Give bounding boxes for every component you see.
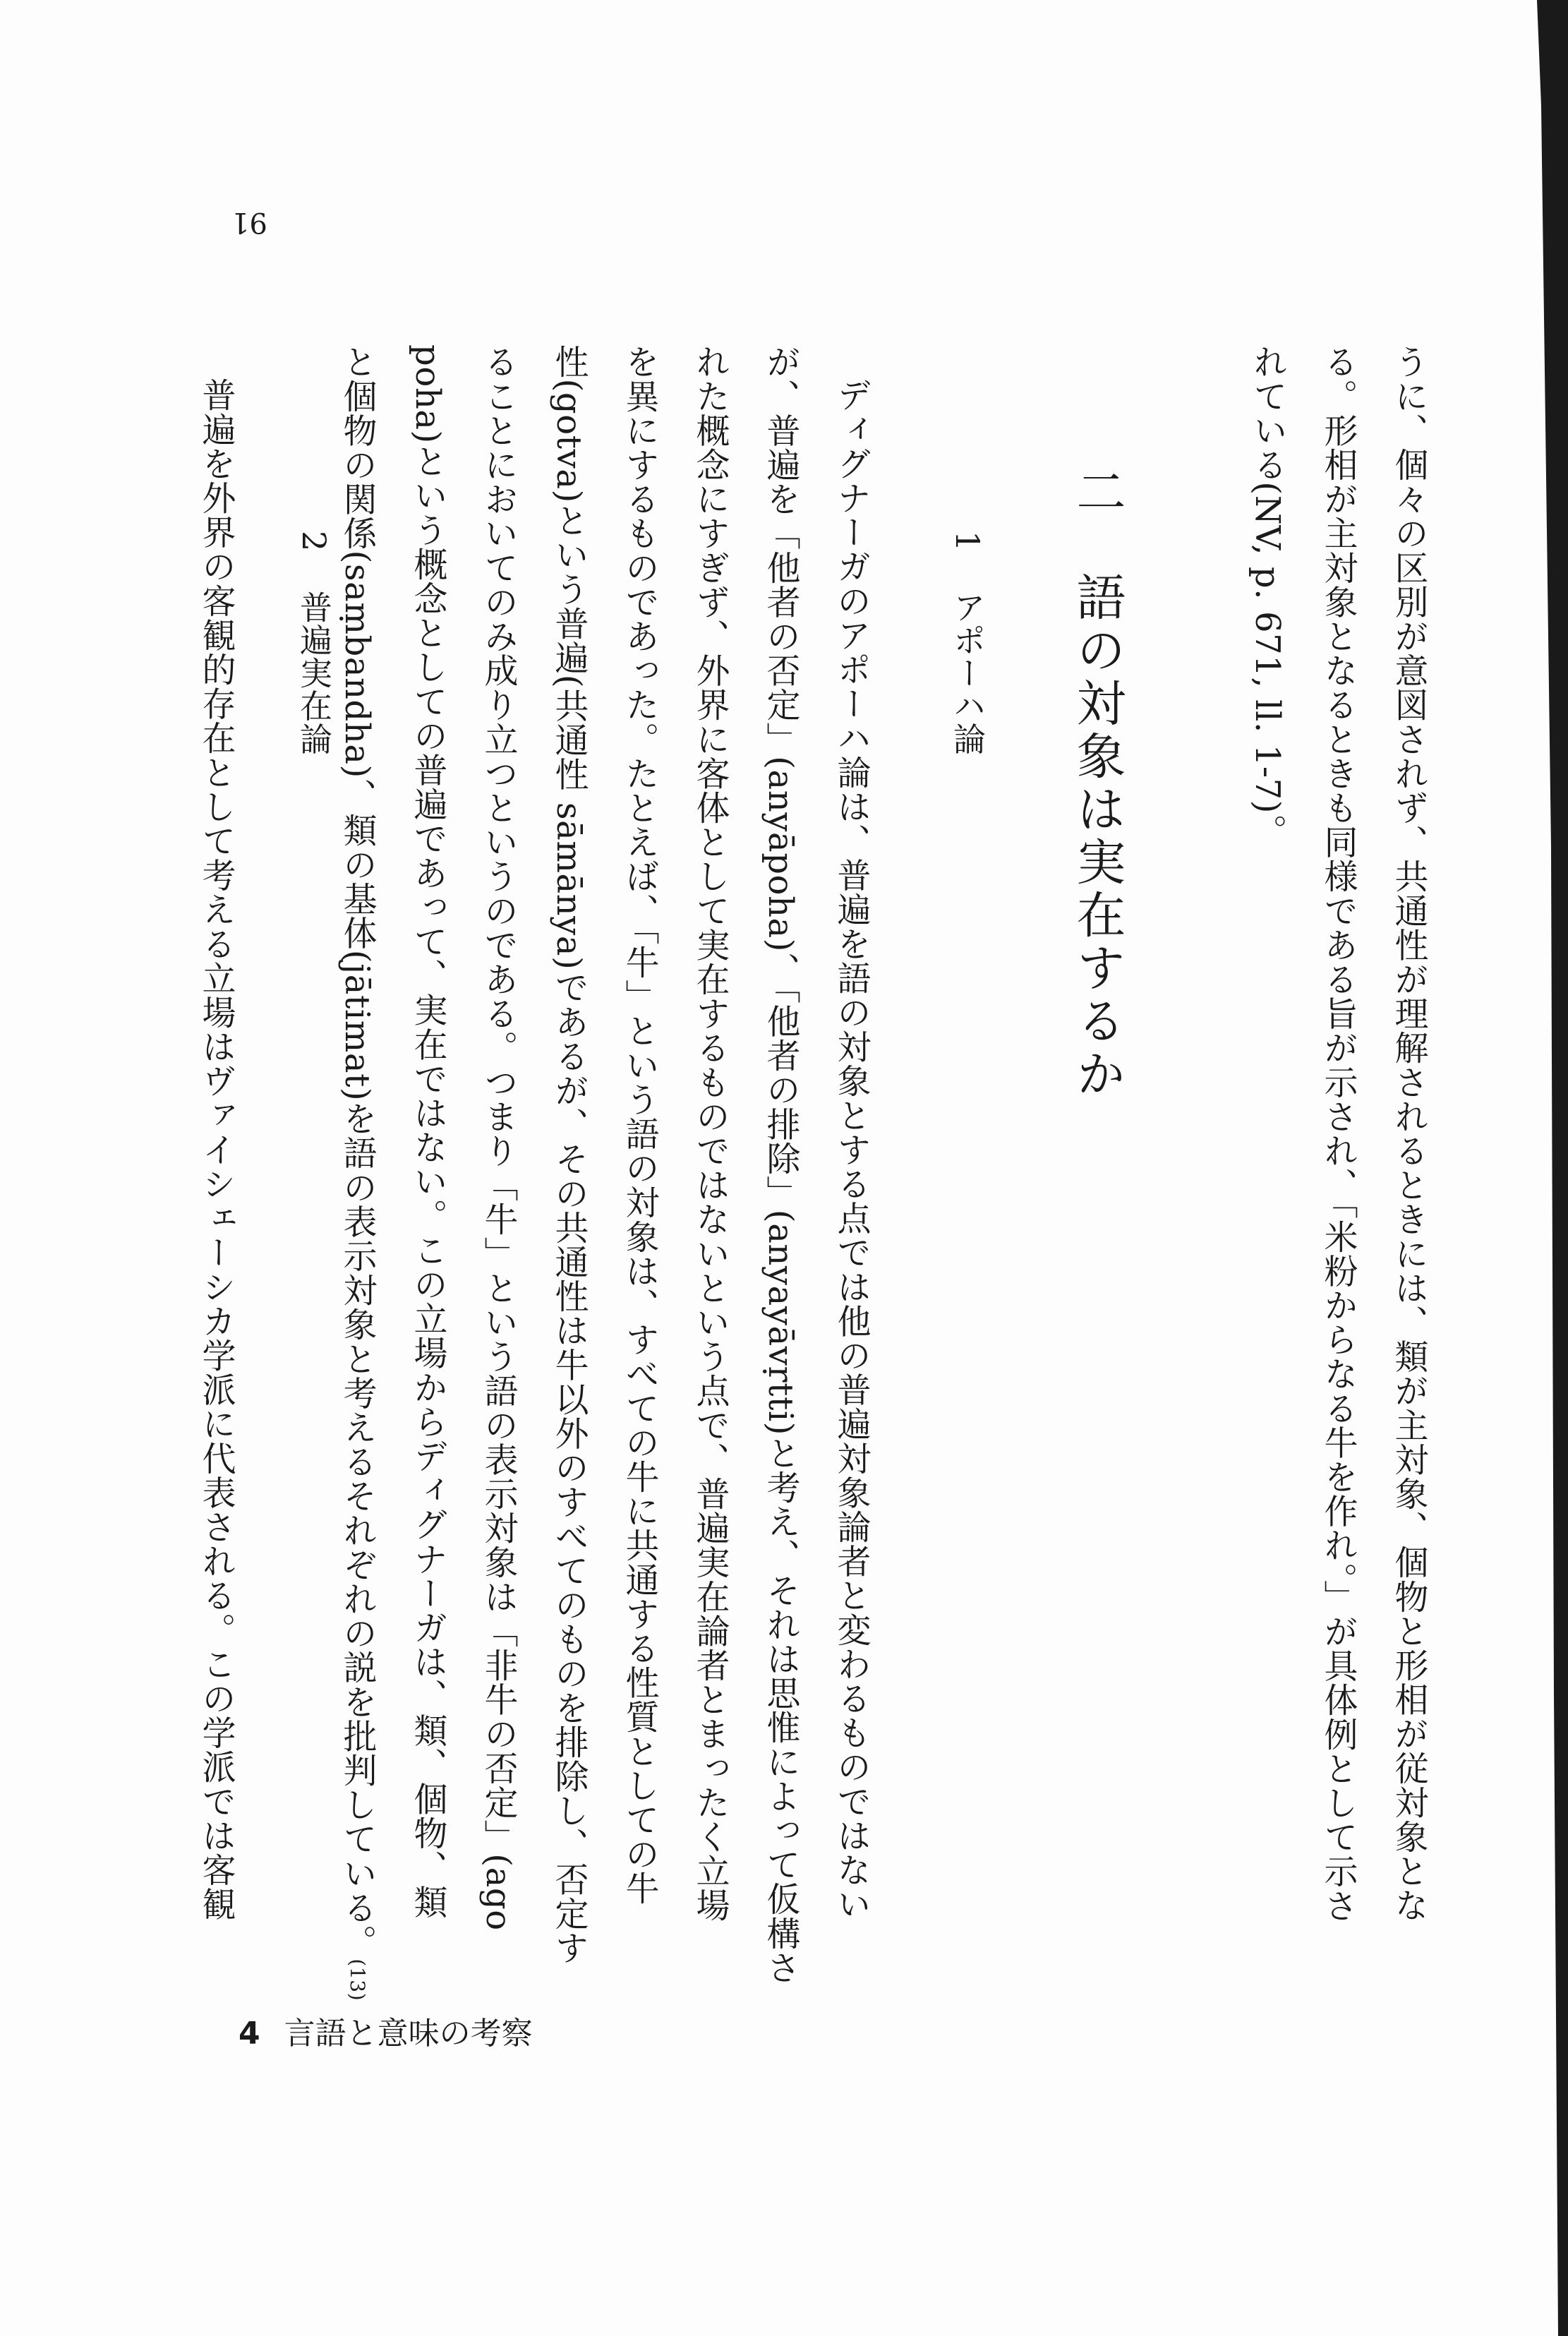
text-column-6: れた概念にすぎず、外界に客体として実在するものではないという点で、普遍実在論者とまったく立場 [690, 344, 730, 1922]
running-footer [239, 2008, 533, 2053]
text-column-10: poha)という概念としての普遍であって、実在ではない。この立場からディグナーガは、類、個物、類 [408, 344, 447, 1919]
text-column-4: ディグナーガのアポーハ論は、普遍を語の対象とする点では他の普遍対象論者と変わるものではない [831, 378, 871, 1921]
footer-title: 言語と意味の考察 [284, 2016, 533, 2052]
subsection-title-2: 普遍実在論 [295, 590, 333, 755]
page-number: 91 [231, 206, 267, 239]
subsection-number-1: 1 [948, 531, 987, 552]
subsection-number-2: 2 [295, 531, 333, 552]
section-heading: 二 語の対象は実在するか [1068, 466, 1126, 1101]
subsection-heading-2 [295, 531, 333, 755]
subsection-heading-1 [948, 531, 987, 755]
footer-number: 4 [239, 2016, 260, 2052]
text-column-2: る。形相が主対象となるときも同様である旨が示され、「米粉からなる牛を作れ。」が具体例として示さ [1318, 344, 1358, 1923]
text-column-9: ることにおいてのみ成り立つというのである。つまり「牛」という語の表示対象は「非牛の否定」(ago [478, 344, 518, 1931]
subsection-title-1: アポーハ論 [948, 590, 987, 755]
text-column-8: 性(gotva)という普遍(共通性 sāmānya)であるが、その共通性は牛以外のすべてのものを排除し、否定す [549, 344, 589, 1965]
footnote-marker: (13) [346, 1958, 369, 2001]
scan-edge [1537, 0, 1568, 2336]
text-column-11 [337, 344, 377, 2001]
text-column-12: 普遍を外界の客観的存在として考える立場はヴァイシェーシカ学派に代表される。この学派では客観 [196, 378, 236, 1921]
text-column-7: を異にするものであった。たとえば、「牛」という語の対象は、すべての牛に共通する性質としての牛 [620, 344, 659, 1905]
text-column-11-text: と個物の関係(saṃbandha)、類の基体(jātimat)を語の表示対象と考えるそれぞれの説を批判している。 [337, 344, 377, 1959]
text-column-1: うに、個々の区別が意図されず、共通性が理解されるときには、類が主対象、個物と形相が従対象とな [1389, 344, 1428, 1922]
text-column-3: れている(NV, p. 671, ll. 1-7)。 [1248, 344, 1287, 848]
text-column-5: が、普遍を「他者の否定」(anyāpoha)、「他者の排除」(anyayāvṛtti)と考え、それは思惟によって仮構さ [761, 344, 800, 1985]
